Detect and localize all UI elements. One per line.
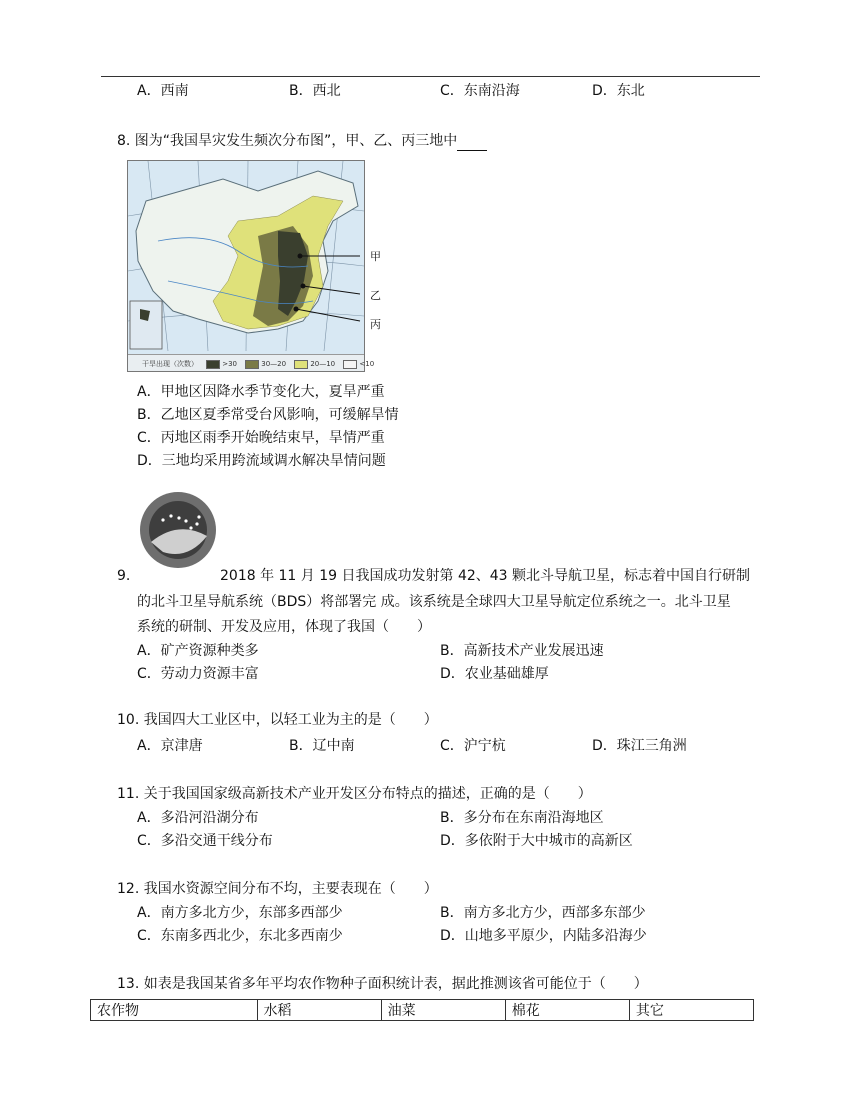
table-header-cell: 水稻 (257, 1000, 381, 1021)
q7-option-a[interactable]: A．西南 (137, 83, 189, 99)
map-legend (128, 354, 375, 371)
q10-option-b[interactable]: B．辽中南 (289, 738, 355, 754)
q8-option-d[interactable]: D．三地均采用跨流域调水解决旱情问题 (137, 453, 386, 469)
q9-option-c[interactable]: C．劳动力资源丰富 (137, 666, 259, 682)
q11-option-d[interactable]: D．多依附于大中城市的高新区 (440, 833, 633, 849)
legend-swatch-high (206, 360, 220, 369)
legend-item-low: 20—10 (310, 360, 336, 368)
q11-option-c[interactable]: C．多沿交通干线分布 (137, 833, 273, 849)
q7-option-d[interactable]: D．东北 (592, 83, 645, 99)
q12-option-a[interactable]: A．南方多北方少，东部多西部少 (137, 905, 343, 921)
header-rule (101, 76, 760, 77)
q9-option-d[interactable]: D．农业基础雄厚 (440, 666, 549, 682)
table-header-cell: 其它 (629, 1000, 753, 1021)
map-legend-items (142, 359, 374, 369)
q11-option-b[interactable]: B．多分布在东南沿海地区 (440, 810, 604, 826)
table-header-cell: 农作物 (91, 1000, 258, 1021)
q9-line-1: 2018 年 11 月 19 日我国成功发射第 42、43 颗北斗导航卫星，标志着中国自行研制 (220, 568, 751, 584)
q8-option-a[interactable]: A．甲地区因降水季节变化大，夏旱严重 (137, 384, 385, 400)
table-header-cell: 油菜 (381, 1000, 505, 1021)
q8-title (117, 131, 487, 151)
q12-option-d[interactable]: D．山地多平原少，内陆多沿海少 (440, 928, 647, 944)
q11-option-a[interactable]: A．多沿河沿湖分布 (137, 810, 259, 826)
q13-title: 13. 如表是我国某省多年平均农作物种子面积统计表，据此推测该省可能位于（ ） (117, 976, 648, 992)
q10-option-c[interactable]: C．沪宁杭 (440, 738, 506, 754)
q7-option-b[interactable]: B．西北 (289, 83, 341, 99)
legend-swatch-low (294, 360, 308, 369)
map-label-jia: 甲 (370, 250, 381, 263)
table-header-row (91, 1000, 754, 1021)
q9-first-line (117, 566, 130, 586)
q8-title-text: 8. 图为“我国旱灾发生频次分布图”，甲、乙、丙三地中 (117, 133, 458, 149)
legend-swatch-min (343, 360, 357, 369)
table-header-cell: 棉花 (505, 1000, 629, 1021)
legend-item-mid: 30—20 (261, 360, 287, 368)
q8-option-b[interactable]: B．乙地区夏季常受台风影响，可缓解旱情 (137, 407, 399, 423)
legend-item-high: >30 (222, 360, 238, 368)
q10-option-a[interactable]: A．京津唐 (137, 738, 203, 754)
answer-blank[interactable] (457, 136, 487, 151)
q9-line-2: 的北斗卫星导航系统（BDS）将部署完 成。该系统是全球四大卫星导航定位系统之一。北斗卫星 (137, 594, 731, 610)
q12-option-c[interactable]: C．东南多西北少，东北多西南少 (137, 928, 343, 944)
china-map-graphic (128, 161, 364, 371)
legend-swatch-mid (245, 360, 259, 369)
q8-option-c[interactable]: C．丙地区雨季开始晚结束早，旱情严重 (137, 430, 385, 446)
q9-option-b[interactable]: B．高新技术产业发展迅速 (440, 643, 604, 659)
q9-number: 9. (117, 568, 131, 584)
map-label-bing: 丙 (370, 318, 381, 331)
q11-title: 11. 关于我国国家级高新技术产业开发区分布特点的描述，正确的是（ ） (117, 786, 592, 802)
legend-item-min: <10 (359, 360, 375, 368)
legend-title: 干旱出现（次数） (142, 360, 198, 368)
q12-option-b[interactable]: B．南方多北方少，西部多东部少 (440, 905, 646, 921)
q12-title: 12. 我国水资源空间分布不均，主要表现在（ ） (117, 881, 438, 897)
beidou-logo-icon (133, 490, 223, 570)
q9-option-a[interactable]: A．矿产资源种类多 (137, 643, 259, 659)
q10-title: 10. 我国四大工业区中，以轻工业为主的是（ ） (117, 712, 438, 728)
drought-map (127, 160, 375, 372)
q9-line-3: 系统的研制、开发及应用，体现了我国（ ） (137, 619, 431, 635)
crop-area-table (90, 999, 754, 1021)
map-label-yi: 乙 (370, 289, 381, 302)
q7-option-c[interactable]: C．东南沿海 (440, 83, 520, 99)
beidou-logo (133, 490, 223, 570)
q10-option-d[interactable]: D．珠江三角洲 (592, 738, 687, 754)
